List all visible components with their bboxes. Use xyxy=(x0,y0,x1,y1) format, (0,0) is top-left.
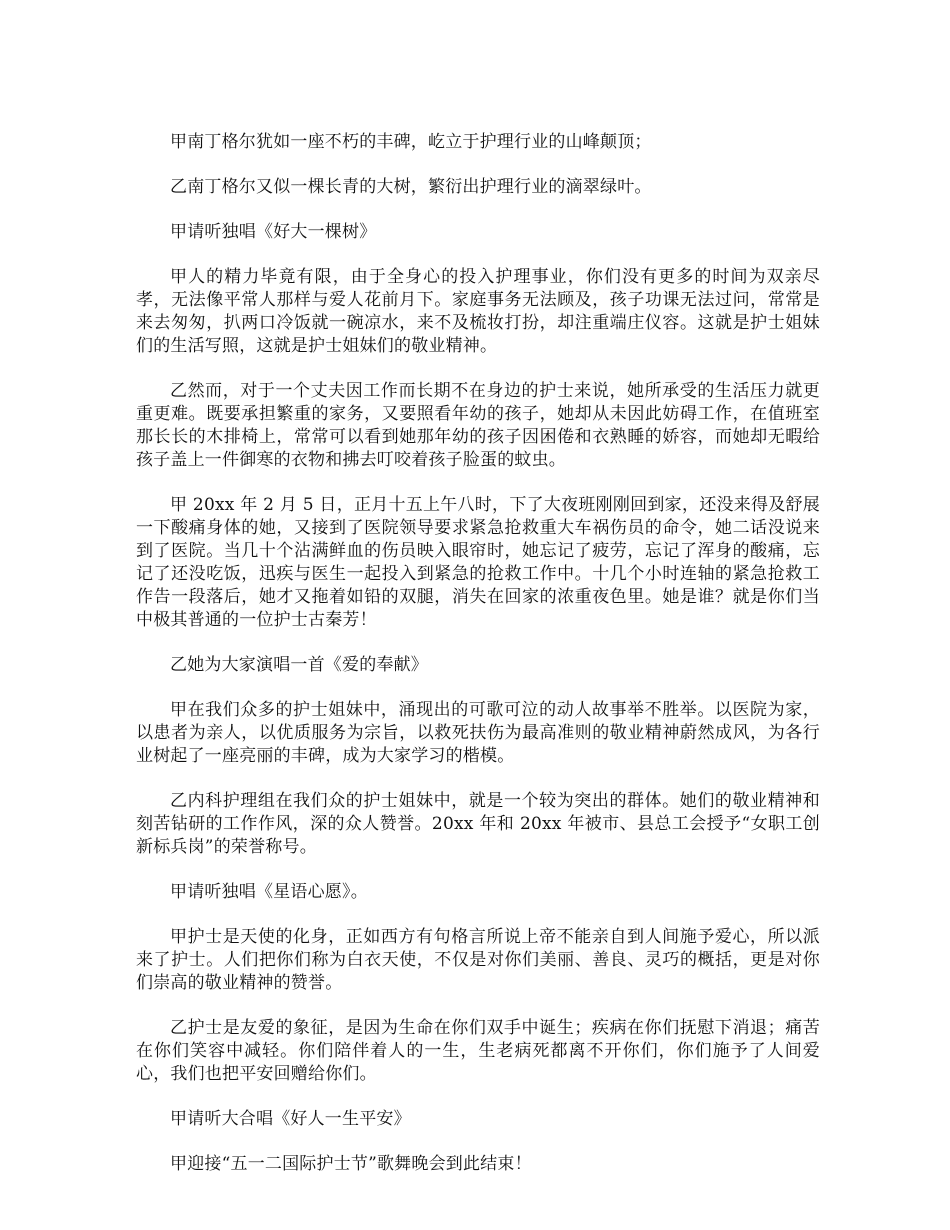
paragraph-5: 乙然而，对于一个丈夫因工作而长期不在身边的护士来说，她所承受的生活压力就更重更难。既要承担繁重的家务，又要照看年幼的孩子，她却从未因此妨碍工作，在值班室那长长的木排椅上，常常可以看到她那年幼的孩子因困倦和衣熟睡的娇容，而她却无暇给孩子盖上一件御寒的衣物和拂去叮咬着孩子脸蛋的蚊虫。 xyxy=(136,381,820,470)
paragraph-7: 乙她为大家演唱一首《爱的奉献》 xyxy=(170,655,428,675)
paragraph-10: 甲请听独唱《星语心愿》。 xyxy=(170,882,368,902)
document-body xyxy=(136,131,820,1198)
paragraph-14: 甲迎接“五一二国际护士节”歌舞晚会到此结束！ xyxy=(170,1154,532,1174)
paragraph-13: 甲请听大合唱《好人一生平安》 xyxy=(170,1109,411,1129)
paragraph-9: 乙内科护理组在我们众的护士姐妹中，就是一个较为突出的群体。她们的敬业精神和刻苦钻研的工作作风，深的众人赞誉。20xx 年和 20xx 年被市、县总工会授予“女职工创新标兵岗”的荣誉称号。 xyxy=(136,791,820,857)
paragraph-1: 甲南丁格尔犹如一座不朽的丰碑，屹立于护理行业的山峰颠顶； xyxy=(170,132,652,152)
paragraph-8: 甲在我们众多的护士姐妹中，涌现出的可歌可泣的动人故事举不胜举。以医院为家，以患者为亲人，以优质服务为宗旨，以救死扶伤为最高准则的敬业精神蔚然成风，为各行业树起了一座亮丽的丰碑，成为大家学习的楷模。 xyxy=(136,700,820,766)
paragraph-4: 甲人的精力毕竟有限，由于全身心的投入护理事业，你们没有更多的时间为双亲尽孝，无法像平常人那样与爱人花前月下。家庭事务无法顾及，孩子功课无法过问，常常是来去匆匆，扒两口冷饭就一碗凉水，来不及梳妆打扮，却注重端庄仪容。这就是护士姐妹们的生活写照，这就是护士姐妹们的敬业精神。 xyxy=(136,267,820,356)
paragraph-2: 乙南丁格尔又似一棵长青的大树，繁衍出护理行业的滴翠绿叶。 xyxy=(170,177,652,197)
paragraph-6: 甲 20xx 年 2 月 5 日，正月十五上午八时，下了大夜班刚刚回到家，还没来得及舒展一下酸痛身体的她，又接到了医院领导要求紧急抢救重大车祸伤员的命令，她二话没说来到了医院。当几十个沾满鲜血的伤员映入眼帘时，她忘记了疲劳，忘记了浑身的酸痛，忘记了还没吃饭，迅疾与医生一起投入到紧急的抢救工作中。十几个小时连轴的紧急抢救工作告一段落后，她才又拖着如铅的双腿，消失在回家的浓重夜色里。她是谁？就是你们当中极其普通的一位护士古秦芳！ xyxy=(136,495,820,630)
paragraph-11: 甲护士是天使的化身，正如西方有句格言所说上帝不能亲自到人间施予爱心，所以派来了护士。人们把你们称为白衣天使，不仅是对你们美丽、善良、灵巧的概括，更是对你们崇高的敬业精神的赞誉。 xyxy=(136,927,820,993)
paragraph-12: 乙护士是友爱的象征，是因为生命在你们双手中诞生；疾病在你们抚慰下消退；痛苦在你们笑容中减轻。你们陪伴着人的一生，生老病死都离不开你们，你们施予了人间爱心，我们也把平安回赠给你们。 xyxy=(136,1018,820,1084)
paragraph-3: 甲请听独唱《好大一棵树》 xyxy=(170,222,377,242)
